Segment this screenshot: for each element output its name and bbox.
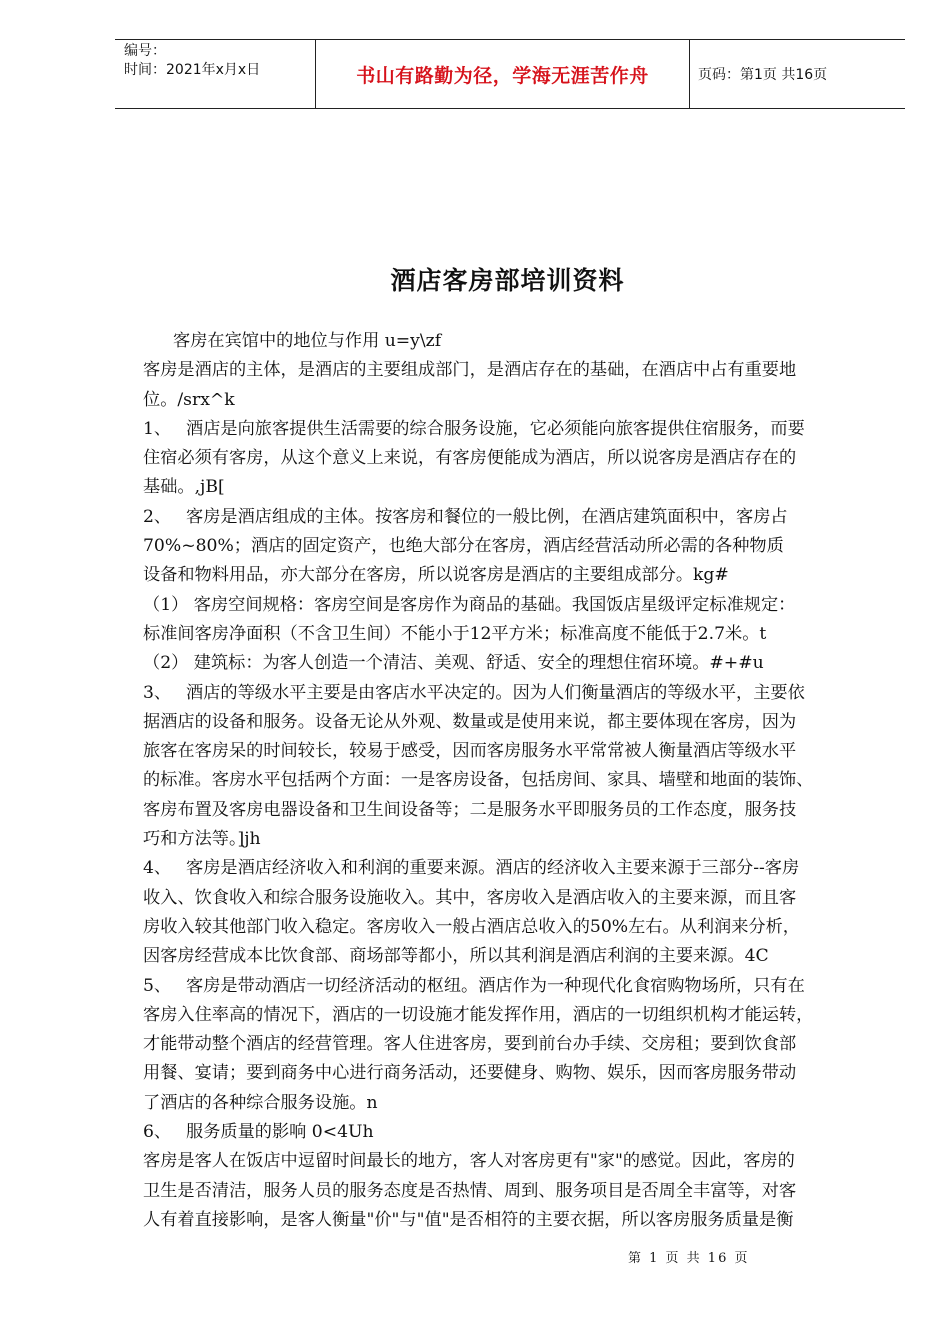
paragraph-line: 客房在宾馆中的地位与作用 u=y\zf <box>173 331 442 351</box>
line-text: 酒店的等级水平主要是由客店水平决定的。因为人们衡量酒店的等级水平，主要依 <box>186 682 805 703</box>
header-motto-cell <box>316 40 690 108</box>
paragraph-line: （1） 客房空间规格：客房空间是客房作为商品的基础。我国饭店星级评定标准规定： <box>143 594 796 615</box>
paragraph-line: 用餐、宴请；要到商务中心进行商务活动，还要健身、购物、娱乐，因而客房服务带动 <box>143 1063 797 1084</box>
motto-text: 书山有路勤为径，学海无涯苦作舟 <box>356 64 649 87</box>
paragraph-line: 标准间客房净面积（不含卫生间）不能小于12平方米；标准高度不能低于2.7米。t <box>143 623 767 644</box>
paragraph-line <box>143 503 888 532</box>
paragraph-line: 客房是酒店的主体，是酒店的主要组成部门，是酒店存在的基础，在酒店中占有重要地 <box>143 360 797 381</box>
item-number: 1、 <box>143 418 172 439</box>
paragraph-line: 位。/srx^k <box>143 389 235 410</box>
header-page-info: 页码：第1页 共16页 <box>698 67 828 83</box>
paragraph-line: 客房是客人在饭店中逗留时间最长的地方，客人对客房更有"家"的感觉。因此，客房的 <box>143 1151 795 1172</box>
paragraph-line: 人有着直接影响，是客人衡量"价"与"值"是否相符的主要衣据，所以客房服务质量是衡 <box>143 1209 794 1230</box>
item-number: 4、 <box>143 858 172 879</box>
line-text: 服务质量的影响 0<4Uh <box>186 1122 374 1143</box>
document-body <box>143 327 888 1235</box>
paragraph-line <box>143 1118 888 1147</box>
line-text: 客房是酒店经济收入和利润的重要来源。酒店的经济收入主要来源于三部分--客房 <box>186 858 800 879</box>
paragraph-line: 基础。,jB[ <box>143 477 225 498</box>
paragraph-line: 才能带动整个酒店的经营管理。客人住进客房，要到前台办手续、交房租；要到饮食部 <box>143 1034 797 1055</box>
document-title: 酒店客房部培训资料 <box>390 266 625 295</box>
paragraph-line: 卫生是否清洁，服务人员的服务态度是否热情、周到、服务项目是否周全丰富等，对客 <box>143 1180 797 1201</box>
paragraph-line: 因客房经营成本比饮食部、商场部等都小，所以其利润是酒店利润的主要来源。4C <box>143 946 769 967</box>
serial-label: 编号： <box>124 43 166 59</box>
time-label: 时间：2021年x月x日 <box>124 62 261 78</box>
paragraph-line: （2） 建筑标：为客人创造一个清洁、美观、舒适、安全的理想住宿环境。#+#u <box>143 653 764 674</box>
paragraph-line: 据酒店的设备和服务。设备无论从外观、数量或是使用来说，都主要体现在客房，因为 <box>143 711 797 732</box>
item-number: 3、 <box>143 682 172 703</box>
paragraph-line <box>143 679 888 708</box>
paragraph-line: 巧和方法等。]jh <box>143 829 261 850</box>
paragraph-line: 客房入住率高的情况下，酒店的一切设施才能发挥作用，酒店的一切组织机构才能运转， <box>143 1004 814 1025</box>
page-footer: 第 1 页 共 16 页 <box>628 1251 750 1266</box>
header-table <box>115 39 905 109</box>
line-text: 客房是带动酒店一切经济活动的枢纽。酒店作为一种现代化食宿购物场所，只有在 <box>186 975 805 996</box>
paragraph-line: 70%~80%；酒店的固定资产，也绝大部分在客房，酒店经营活动所必需的各种物质 <box>143 536 784 557</box>
paragraph-line: 的标准。客房水平包括两个方面：一是客房设备，包括房间、家具、墙壁和地面的装饰、 <box>143 770 814 791</box>
line-text: 酒店是向旅客提供生活需要的综合服务设施，它必须能向旅客提供住宿服务，而要 <box>186 418 805 439</box>
paragraph-line: 收入、饮食收入和综合服务设施收入。其中，客房收入是酒店收入的主要来源，而且客 <box>143 887 797 908</box>
header-page-cell <box>690 40 905 108</box>
item-number: 2、 <box>143 506 172 527</box>
item-number: 5、 <box>143 975 172 996</box>
paragraph-line <box>143 854 888 883</box>
paragraph-line: 住宿必须有客房，从这个意义上来说，有客房便能成为酒店，所以说客房是酒店存在的 <box>143 448 797 469</box>
paragraph-line: 房收入较其他部门收入稳定。客房收入一般占酒店总收入的50%左右。从利润来分析， <box>143 916 800 937</box>
paragraph-line: 客房布置及客房电器设备和卫生间设备等；二是服务水平即服务员的工作态度，服务技 <box>143 799 797 820</box>
paragraph-line: 设备和物料用品，亦大部分在客房，所以说客房是酒店的主要组成部分。kg# <box>143 565 729 586</box>
line-text: 客房是酒店组成的主体。按客房和餐位的一般比例，在酒店建筑面积中，客房占 <box>186 506 788 527</box>
paragraph-line: 旅客在客房呆的时间较长，较易于感受，因而客房服务水平常常被人衡量酒店等级水平 <box>143 741 797 762</box>
paragraph-line <box>143 972 888 1001</box>
item-number: 6、 <box>143 1122 172 1143</box>
header-meta-cell <box>115 40 316 108</box>
paragraph-line: 了酒店的各种综合服务设施。n <box>143 1092 378 1113</box>
paragraph-line <box>143 415 888 444</box>
